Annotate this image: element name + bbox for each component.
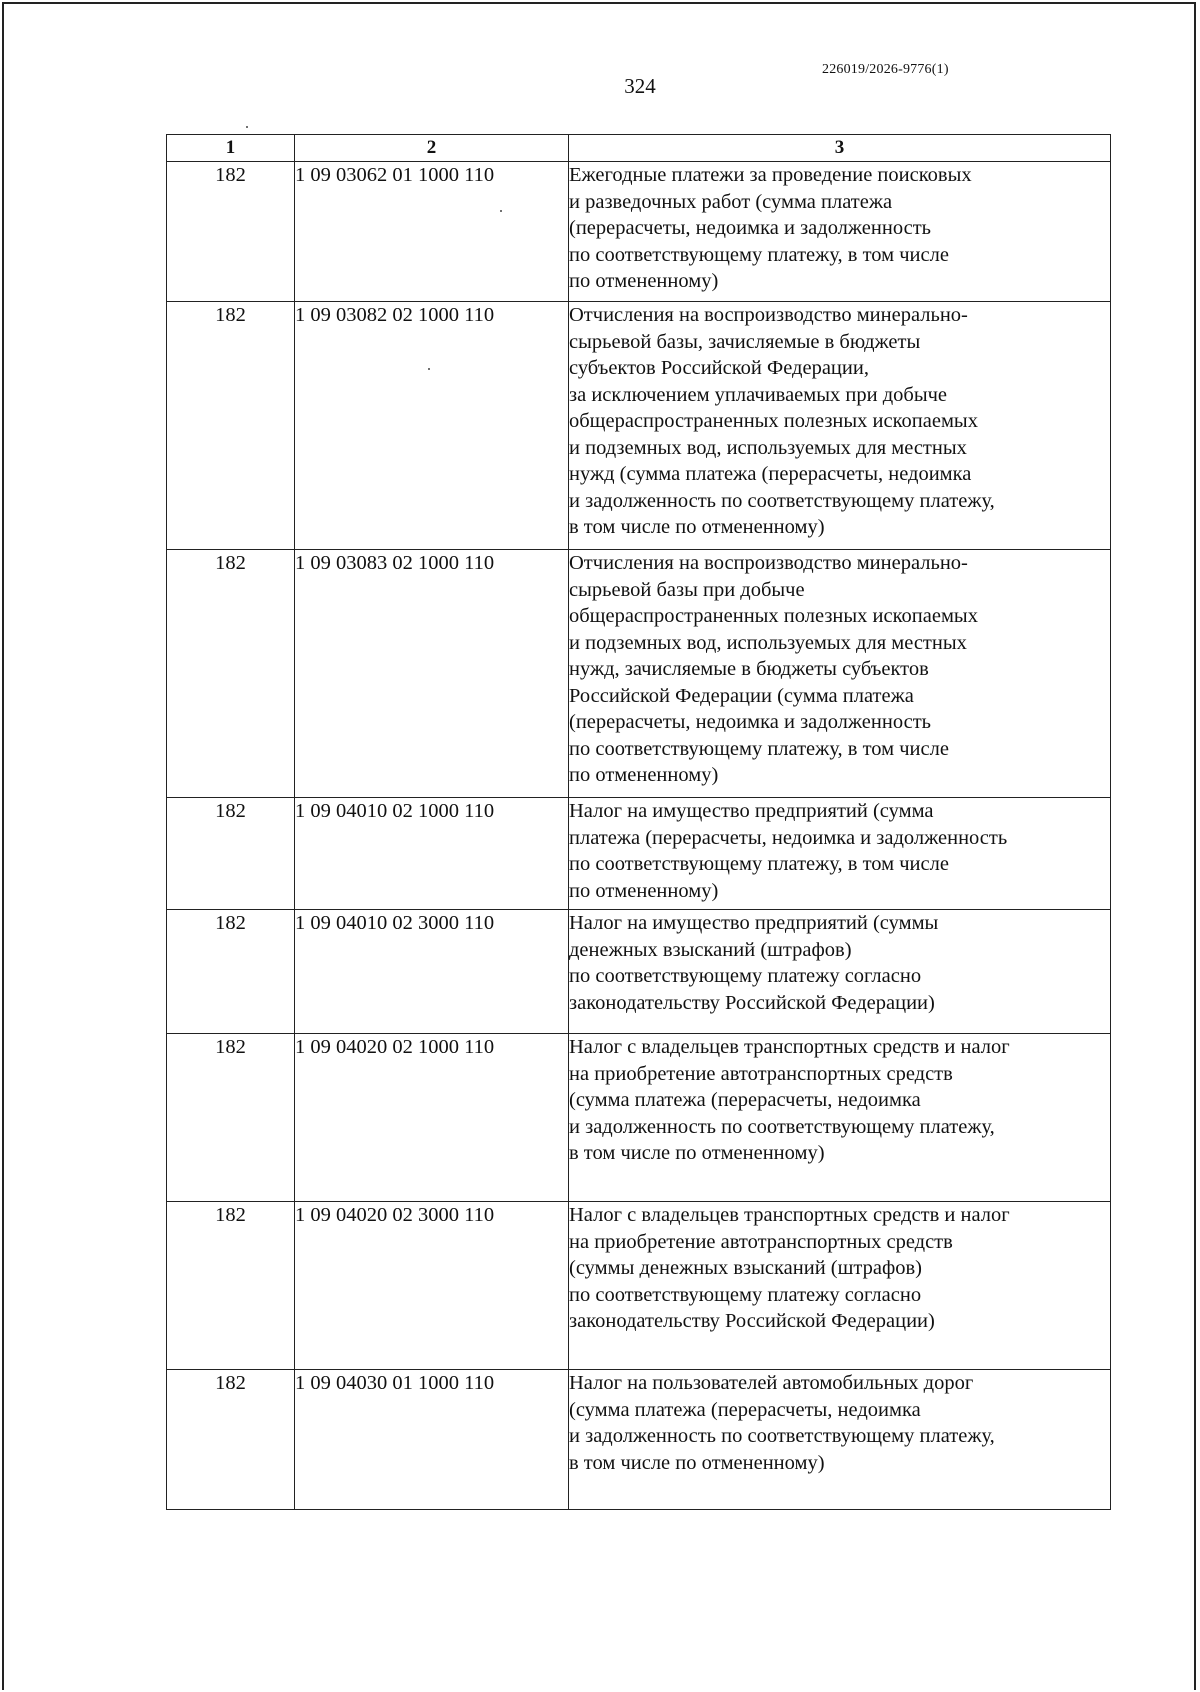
description-line: субъектов Российской Федерации, (569, 357, 869, 379)
description-line: нужд, зачисляемые в бюджеты субъектов (569, 658, 929, 680)
description-line: Налог на имущество предприятий (суммы (569, 912, 939, 934)
description-line: Ежегодные платежи за проведение поисковых (569, 164, 972, 186)
column-header-1: 1 (167, 135, 295, 162)
description-line: за исключением уплачиваемых при добыче (569, 383, 948, 406)
budget-classification-code-cell: 1 09 03062 01 1000 110 (295, 162, 569, 302)
description-line: (перерасчеты, недоимка и задолженность (569, 217, 932, 239)
table-row (167, 910, 1111, 1034)
table-row (167, 162, 1111, 302)
budget-classification-code-cell: 1 09 04020 02 1000 110 (295, 1034, 569, 1202)
description-line: Налог на пользователей автомобильных дорог (569, 1372, 974, 1394)
revenue-description-cell (569, 910, 1111, 1034)
column-header-3: 3 (569, 135, 1111, 162)
agency-code-cell: 182 (167, 550, 295, 798)
budget-classification-code-cell: 1 09 03083 02 1000 110 (295, 550, 569, 798)
description-line: на приобретение автотранспортных средств (569, 1062, 953, 1085)
agency-code-cell: 182 (167, 1202, 295, 1370)
description-line: (сумма платежа (перерасчеты, недоимка (569, 1398, 921, 1421)
description-line: Отчисления на воспроизводство минерально- (569, 552, 968, 574)
description-line: (сумма платежа (перерасчеты, недоимка (569, 1089, 921, 1111)
table-row (167, 302, 1111, 550)
budget-classification-code-cell: 1 09 04020 02 3000 110 (295, 1202, 569, 1370)
scan-speck (246, 126, 248, 128)
description-line: по соответствующему платежу, в том числе (569, 243, 949, 266)
description-line: (суммы денежных взысканий (штрафов) (569, 1257, 923, 1279)
description-line: Российской Федерации (сумма платежа (569, 684, 914, 707)
description-line: и задолженность по соответствующему платежу, (569, 1115, 995, 1138)
description-line: общераспространенных полезных ископаемых (569, 605, 978, 627)
description-line: Налог с владельцев транспортных средств и налог (569, 1036, 1010, 1058)
budget-classification-code-cell: 1 09 04010 02 1000 110 (295, 798, 569, 910)
description-line: сырьевой базы при добыче (569, 578, 805, 601)
description-line: законодательству Российской Федерации) (569, 1310, 935, 1332)
description-line: и подземных вод, используемых для местных (569, 436, 967, 459)
revenue-description-cell (569, 1202, 1111, 1370)
description-line: общераспространенных полезных ископаемых (569, 410, 978, 432)
agency-code-cell: 182 (167, 910, 295, 1034)
table-header-row (167, 135, 1111, 162)
column-header-2: 2 (295, 135, 569, 162)
description-line: по соответствующему платежу согласно (569, 1283, 922, 1306)
table-row (167, 1370, 1111, 1510)
description-line: Налог на имущество предприятий (сумма (569, 800, 934, 822)
revenue-description-cell (569, 302, 1111, 550)
agency-code-cell: 182 (167, 1370, 295, 1510)
table-row (167, 1202, 1111, 1370)
description-line: платежа (перерасчеты, недоимка и задолженность (569, 826, 1008, 849)
description-line: по отмененному) (569, 879, 719, 902)
description-line: и задолженность по соответствующему платежу, (569, 1425, 995, 1447)
table-body (167, 162, 1111, 1510)
description-line: Отчисления на воспроизводство минерально- (569, 304, 968, 326)
description-line: и подземных вод, используемых для местных (569, 631, 967, 654)
page-number: 324 (624, 74, 656, 98)
description-line: (перерасчеты, недоимка и задолженность (569, 711, 932, 733)
budget-classification-code-cell: 1 09 04030 01 1000 110 (295, 1370, 569, 1510)
table-row (167, 798, 1111, 910)
budget-codes-table (166, 134, 1111, 1510)
description-line: в том числе по отмененному) (569, 1451, 825, 1474)
document-id: 226019/2026-9776(1) (822, 62, 949, 77)
agency-code-cell: 182 (167, 302, 295, 550)
agency-code-cell: 182 (167, 1034, 295, 1202)
budget-classification-code-cell: 1 09 04010 02 3000 110 (295, 910, 569, 1034)
description-line: по соответствующему платежу, в том числе (569, 737, 949, 760)
description-line: по соответствующему платежу, в том числе (569, 853, 949, 875)
description-line: нужд (сумма платежа (перерасчеты, недоимка (569, 463, 972, 485)
budget-classification-code-cell: 1 09 03082 02 1000 110 (295, 302, 569, 550)
description-line: в том числе по отмененному) (569, 516, 825, 538)
description-line: Налог с владельцев транспортных средств и налог (569, 1204, 1010, 1226)
description-line: законодательству Российской Федерации) (569, 991, 935, 1014)
description-line: на приобретение автотранспортных средств (569, 1230, 953, 1253)
agency-code-cell: 182 (167, 798, 295, 910)
description-line: по отмененному) (569, 764, 719, 786)
table-row (167, 1034, 1111, 1202)
table-row (167, 550, 1111, 798)
revenue-description-cell (569, 1370, 1111, 1510)
description-line: и задолженность по соответствующему платежу, (569, 489, 995, 512)
description-line: по соответствующему платежу согласно (569, 965, 922, 987)
revenue-description-cell (569, 798, 1111, 910)
description-line: сырьевой базы, зачисляемые в бюджеты (569, 330, 921, 353)
description-line: в том числе по отмененному) (569, 1142, 825, 1164)
description-line: и разведочных работ (сумма платежа (569, 190, 893, 213)
description-line: по отмененному) (569, 270, 719, 292)
revenue-description-cell (569, 1034, 1111, 1202)
revenue-description-cell (569, 550, 1111, 798)
revenue-description-cell (569, 162, 1111, 302)
description-line: денежных взысканий (штрафов) (569, 938, 852, 961)
agency-code-cell: 182 (167, 162, 295, 302)
